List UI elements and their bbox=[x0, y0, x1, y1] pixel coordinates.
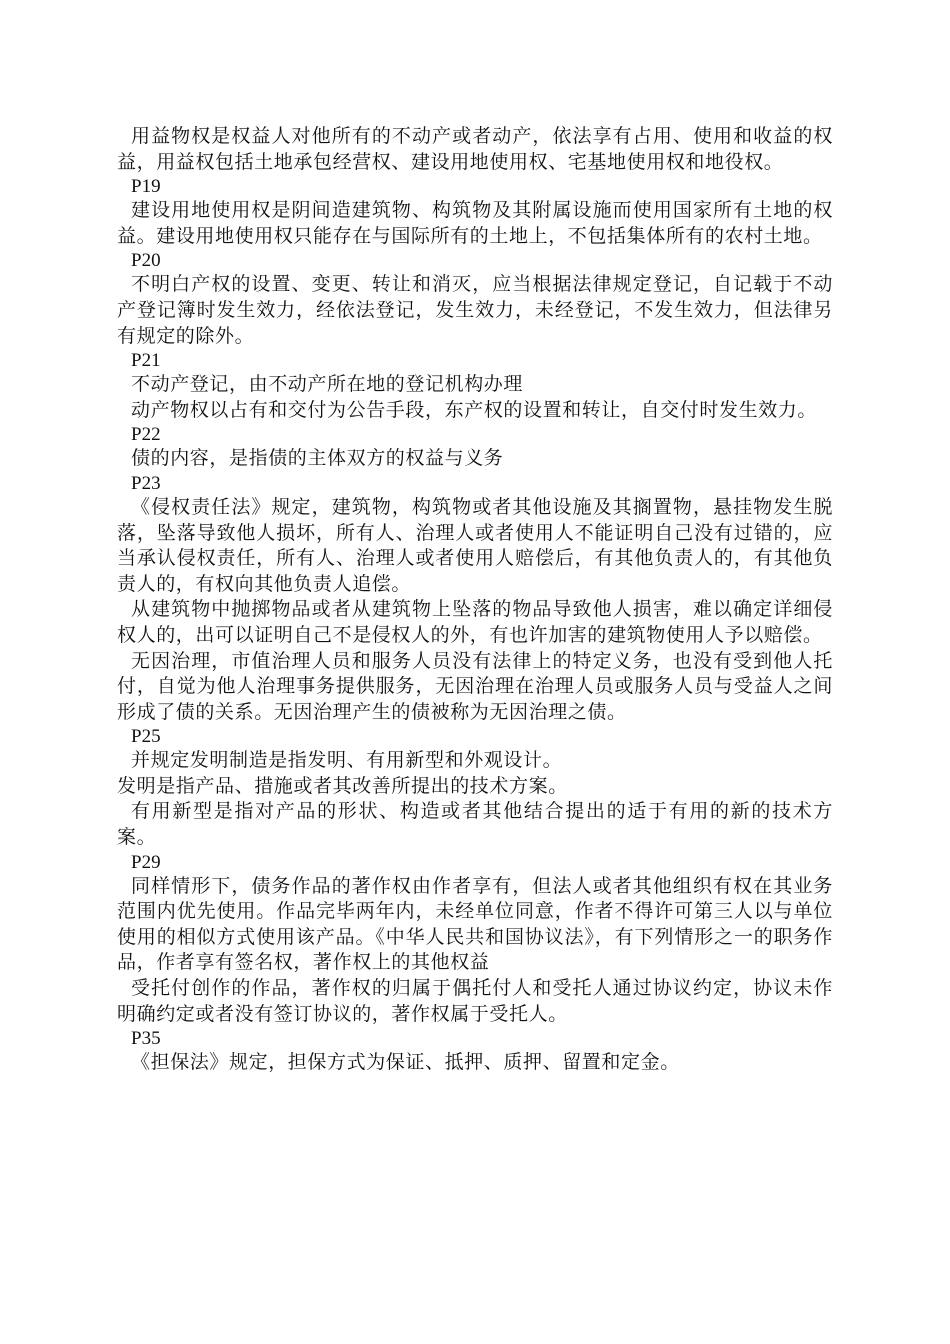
paragraph-commissioned-work: 受托付创作的作品，著作权的归属于偶托付人和受托人通过协议约定，协议未作明确约定或者没有签订协议的，著作权属于受托人。 bbox=[117, 977, 833, 1025]
page-marker-p35: P35 bbox=[131, 1028, 161, 1050]
paragraph-registration-authority: 不动产登记，由不动产所在地的登记机构办理 bbox=[131, 373, 524, 396]
paragraph-invention-scheme: 发明是指产品、措施或者其改善所提出的技术方案。 bbox=[117, 774, 568, 797]
page-marker-p29: P29 bbox=[131, 851, 161, 873]
paragraph-debt-content: 债的内容，是指债的主体双方的权益与义务 bbox=[131, 447, 504, 470]
paragraph-work-for-hire: 同样情形下，债务作品的著作权由作者享有，但法人或者其他组织有权在其业务范围内优先使用。作品完毕两年内，未经单位同意，作者不得许可第三人以与单位使用的相似方式使用该产品。《中华人民共和国协议法》，有下列情形之一的职务作品，作者享有签名权，著作权上的其他权益 bbox=[117, 874, 833, 974]
paragraph-utility-model: 有用新型是指对产品的形状、构造或者其他结合提出的适于有用的新的技术方案。 bbox=[117, 800, 833, 849]
paragraph-construction-land-right: 建设用地使用权是阴间造建筑物、构筑物及其附属设施而使用国家所有土地的权益。建设用地使用权只能存在与国际所有的土地上，不包括集体所有的农村土地。 bbox=[117, 199, 833, 247]
paragraph-negotiorum-gestio: 无因治理，市值治理人员和服务人员没有法律上的特定义务，也没有受到他人托付，自觉为他人治理事务提供服务，无因治理在治理人员或服务人员与受益人之间形成了债的关系。无因治理产生的债被称为无因治理之债。 bbox=[117, 649, 833, 723]
page-marker-p21: P21 bbox=[131, 350, 161, 372]
page-marker-p20: P20 bbox=[131, 250, 161, 272]
document-body bbox=[117, 124, 833, 1076]
paragraph-guarantee-law: 《担保法》规定，担保方式为保证、抵押、质押、留置和定金。 bbox=[131, 1051, 680, 1074]
paragraph-thrown-objects: 从建筑物中抛掷物品或者从建筑物上坠落的物品导致他人损害，难以确定详细侵权人的，出可以证明自己不是侵权人的外，有也许加害的建筑物使用人予以赔偿。 bbox=[117, 598, 833, 646]
paragraph-property-registration: 不明白产权的设置、变更、转让和消灭，应当根据法律规定登记，自记载于不动产登记簿时发生效力，经依法登记，发生效力，未经登记，不发生效力，但法律另有规定的除外。 bbox=[117, 273, 833, 347]
page-marker-p23: P23 bbox=[131, 472, 161, 494]
page-marker-p22: P22 bbox=[131, 424, 161, 446]
page-marker-p19: P19 bbox=[131, 176, 161, 198]
paragraph-usufruct: 用益物权是权益人对他所有的不动产或者动产，依法享有占用、使用和收益的权益，用益权包括土地承包经营权、建设用地使用权、宅基地使用权和地役权。 bbox=[117, 125, 833, 173]
paragraph-tort-law-falling-objects: 《侵权责任法》规定，建筑物，构筑物或者其他设施及其搁置物，悬挂物发生脱落，坠落导致他人损坏，所有人、治理人或者使用人不能证明自己没有过错的，应当承认侵权责任，所有人、治理人或者使用人赔偿后，有其他负责人的，有其他负责人的，有权向其他负责人追偿。 bbox=[117, 495, 833, 595]
paragraph-movable-property: 动产物权以占有和交付为公告手段，东产权的设置和转让，自交付时发生效力。 bbox=[131, 398, 818, 421]
page-marker-p25: P25 bbox=[131, 726, 161, 748]
paragraph-invention-definition: 并规定发明制造是指发明、有用新型和外观设计。 bbox=[131, 749, 563, 772]
